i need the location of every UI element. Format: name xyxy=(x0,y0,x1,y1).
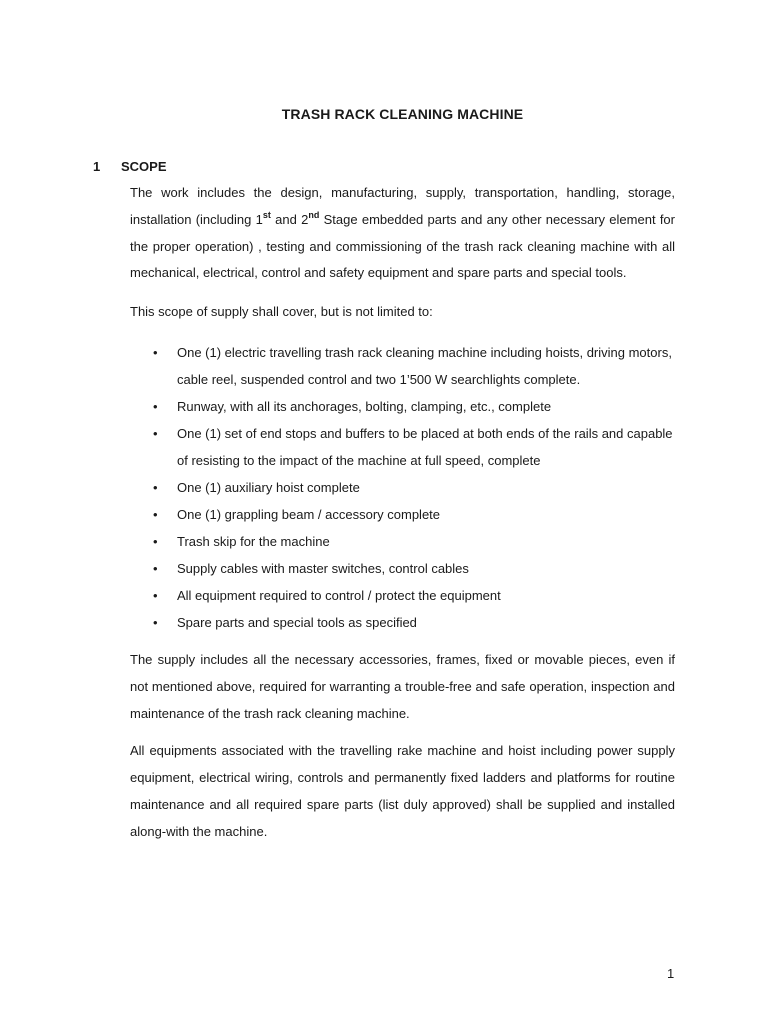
list-item xyxy=(130,474,675,501)
scope-bullet-list xyxy=(130,339,675,636)
list-item-text: Trash skip for the machine xyxy=(177,533,330,549)
list-item xyxy=(130,528,675,555)
list-item-text: Runway, with all its anchorages, bolting, clamping, etc., complete xyxy=(177,398,552,414)
list-item-text: Spare parts and special tools as specified xyxy=(177,614,417,630)
list-item xyxy=(130,420,675,474)
paragraph-text: The work includes the design, manufacturing, supply, transportation, handling, storage, installation (including 1 xyxy=(130,185,675,227)
list-item-text: One (1) grappling beam / accessory complete xyxy=(177,506,441,522)
list-item-text: One (1) auxiliary hoist complete xyxy=(177,479,360,495)
page-number: 1 xyxy=(667,966,675,981)
paragraph-scope-intro: This scope of supply shall cover, but is not limited to: xyxy=(130,304,433,320)
document-title: TRASH RACK CLEANING MACHINE xyxy=(281,106,524,122)
section-heading xyxy=(93,159,167,174)
list-item-text: One (1) set of end stops and buffers to be placed at both ends of the rails and capable of resisting to the impact of the machine at full speed, complete xyxy=(177,425,673,468)
paragraph-supply-includes: The supply includes all the necessary accessories, frames, fixed or movable pieces, even if not mentioned above, required for warranting a trouble-free and safe operation, inspection and maintenance of the trash rack cleaning machine. xyxy=(130,651,675,721)
superscript: nd xyxy=(308,209,320,220)
bullet-icon: • xyxy=(153,344,158,360)
list-item xyxy=(130,609,675,636)
list-item-text: Supply cables with master switches, control cables xyxy=(177,560,469,576)
list-item xyxy=(130,501,675,528)
superscript: st xyxy=(262,209,271,220)
bullet-icon: • xyxy=(153,560,158,576)
list-item xyxy=(130,339,675,393)
bullet-icon: • xyxy=(153,614,158,630)
list-item xyxy=(130,555,675,582)
bullet-icon: • xyxy=(153,398,158,414)
bullet-icon: • xyxy=(153,479,158,495)
list-item xyxy=(130,393,675,420)
section-title: SCOPE xyxy=(121,159,167,174)
paragraph-text: Stage embedded parts and any other necessary element for the proper operation) , testing and commissioning of the trash rack cleaning machine with all mechanical, electrical, control and safety equipment and spare parts and special tools. xyxy=(130,211,675,281)
section-number: 1 xyxy=(93,159,101,174)
bullet-icon: • xyxy=(153,506,158,522)
section-body xyxy=(130,180,675,846)
bullet-icon: • xyxy=(153,587,158,603)
list-item xyxy=(130,582,675,609)
paragraph-text: and 2 xyxy=(270,211,309,227)
list-item-text: All equipment required to control / protect the equipment xyxy=(177,587,501,603)
bullet-icon: • xyxy=(153,425,158,441)
paragraph-work-includes xyxy=(130,180,675,287)
paragraph-all-equipments: All equipments associated with the travelling rake machine and hoist including power supply equipment, electrical wiring, controls and permanently fixed ladders and platforms for routine maintenance and all required spare parts (list duly approved) shall be supplied and installed along-with the machine. xyxy=(130,743,675,839)
list-item-text: One (1) electric travelling trash rack cleaning machine including hoists, driving motors, cable reel, suspended control and two 1’500 W searchlights complete. xyxy=(177,344,672,387)
bullet-icon: • xyxy=(153,533,158,549)
